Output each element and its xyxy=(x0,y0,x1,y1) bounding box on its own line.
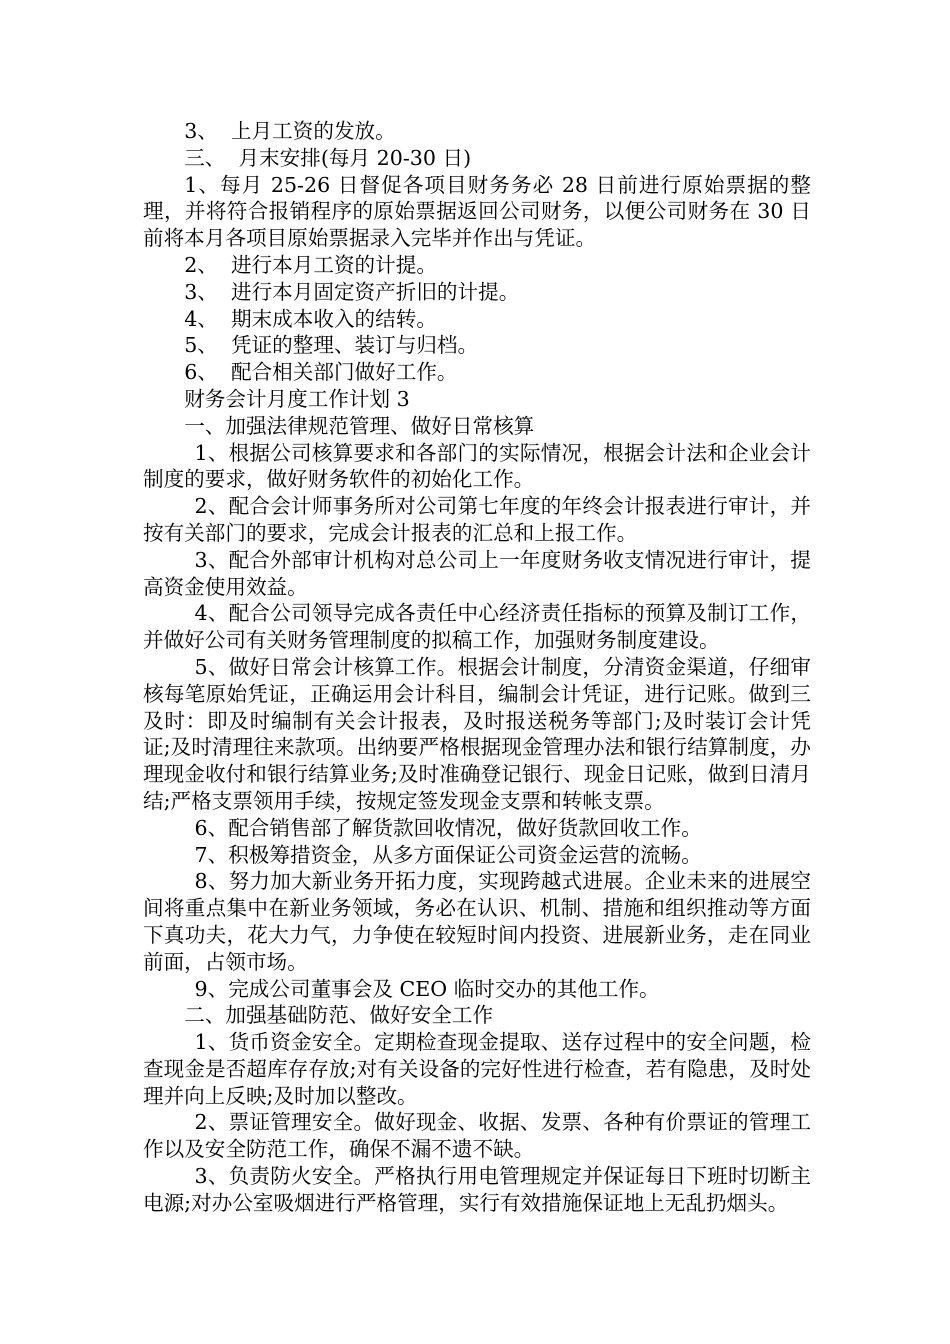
paragraph-item: 7、积极筹措资金，从多方面保证公司资金运营的流畅。 xyxy=(194,842,702,867)
paragraph-item: 2、 进行本月工资的计提。 xyxy=(184,252,437,277)
paragraph-item: 1、根据公司核算要求和各部门的实际情况，根据会计法和企业会计制度的要求，做好财务软件的初始化工作。 xyxy=(143,440,811,492)
section-title: 财务会计月度工作计划 3 xyxy=(184,386,410,411)
paragraph-item: 6、配合销售部了解货款回收情况，做好货款回收工作。 xyxy=(194,815,702,840)
paragraph-item: 2、票证管理安全。做好现金、收据、发票、各种有价票证的管理工作以及安全防范工作，确保不漏不遗不缺。 xyxy=(143,1110,811,1162)
paragraph-item: 2、配合会计师事务所对公司第七年度的年终会计报表进行审计，并按有关部门的要求，完成会计报表的汇总和上报工作。 xyxy=(143,494,811,545)
paragraph-item: 9、完成公司董事会及 CEO 临时交办的其他工作。 xyxy=(194,976,660,1001)
paragraph-item: 3、配合外部审计机构对总公司上一年度财务收支情况进行审计，提高资金使用效益。 xyxy=(143,547,811,599)
paragraph-item: 4、 期末成本收入的结转。 xyxy=(184,306,437,331)
paragraph-heading: 一、加强法律规范管理、做好日常核算 xyxy=(184,413,535,438)
paragraph-item: 5、 凭证的整理、装订与归档。 xyxy=(184,333,479,358)
paragraph-item: 4、配合公司领导完成各责任中心经济责任指标的预算及制订工作，并做好公司有关财务管理制度的拟稿工作，加强财务制度建设。 xyxy=(143,601,811,653)
document-body xyxy=(143,118,811,1217)
paragraph-item: 3、 进行本月固定资产折旧的计提。 xyxy=(184,279,520,304)
paragraph-item: 1、每月 25-26 日督促各项目财务务必 28 日前进行原始票据的整理，并将符合报销程序的原始票据返回公司财务，以便公司财务在 30 日前将本月各项目原始票据录入完毕并作出与凭证。 xyxy=(143,172,811,251)
paragraph-item: 3、负责防火安全。严格执行用电管理规定并保证每日下班时切断主电源;对办公室吸烟进行严格管理，实行有效措施保证地上无乱扔烟头。 xyxy=(143,1164,811,1215)
paragraph-heading: 二、加强基础防范、做好安全工作 xyxy=(184,1003,494,1028)
paragraph-item: 8、努力加大新业务开拓力度，实现跨越式进展。企业未来的进展空间将重点集中在新业务领域，务必在认识、机制、措施和组织推动等方面下真功夫，花大力气，力争使在较短时间内投资、进展新业务，走在同业前面，占领市场。 xyxy=(143,869,811,974)
paragraph-heading: 三、 月末安排(每月 20-30 日) xyxy=(184,145,472,170)
paragraph-item: 6、 配合相关部门做好工作。 xyxy=(184,360,458,385)
paragraph-item: 5、做好日常会计核算工作。根据会计制度，分清资金渠道，仔细审核每笔原始凭证，正确运用会计科目，编制会计凭证，进行记账。做到三及时：即及时编制有关会计报表，及时报送税务等部门;及时装订会计凭证;及时清理往来款项。出纳要严格根据现金管理办法和银行结算制度，办理现金收付和银行结算业务;及时准确登记银行、现金日记账，做到日清月结;严格支票领用手续，按规定签发现金支票和转帐支票。 xyxy=(143,654,811,813)
paragraph-item: 3、 上月工资的发放。 xyxy=(184,119,396,143)
paragraph-item: 1、货币资金安全。定期检查现金提取、送存过程中的安全问题，检查现金是否超库存存放;对有关设备的完好性进行检查，若有隐患，及时处理并向上反映;及时加以整改。 xyxy=(143,1030,811,1108)
